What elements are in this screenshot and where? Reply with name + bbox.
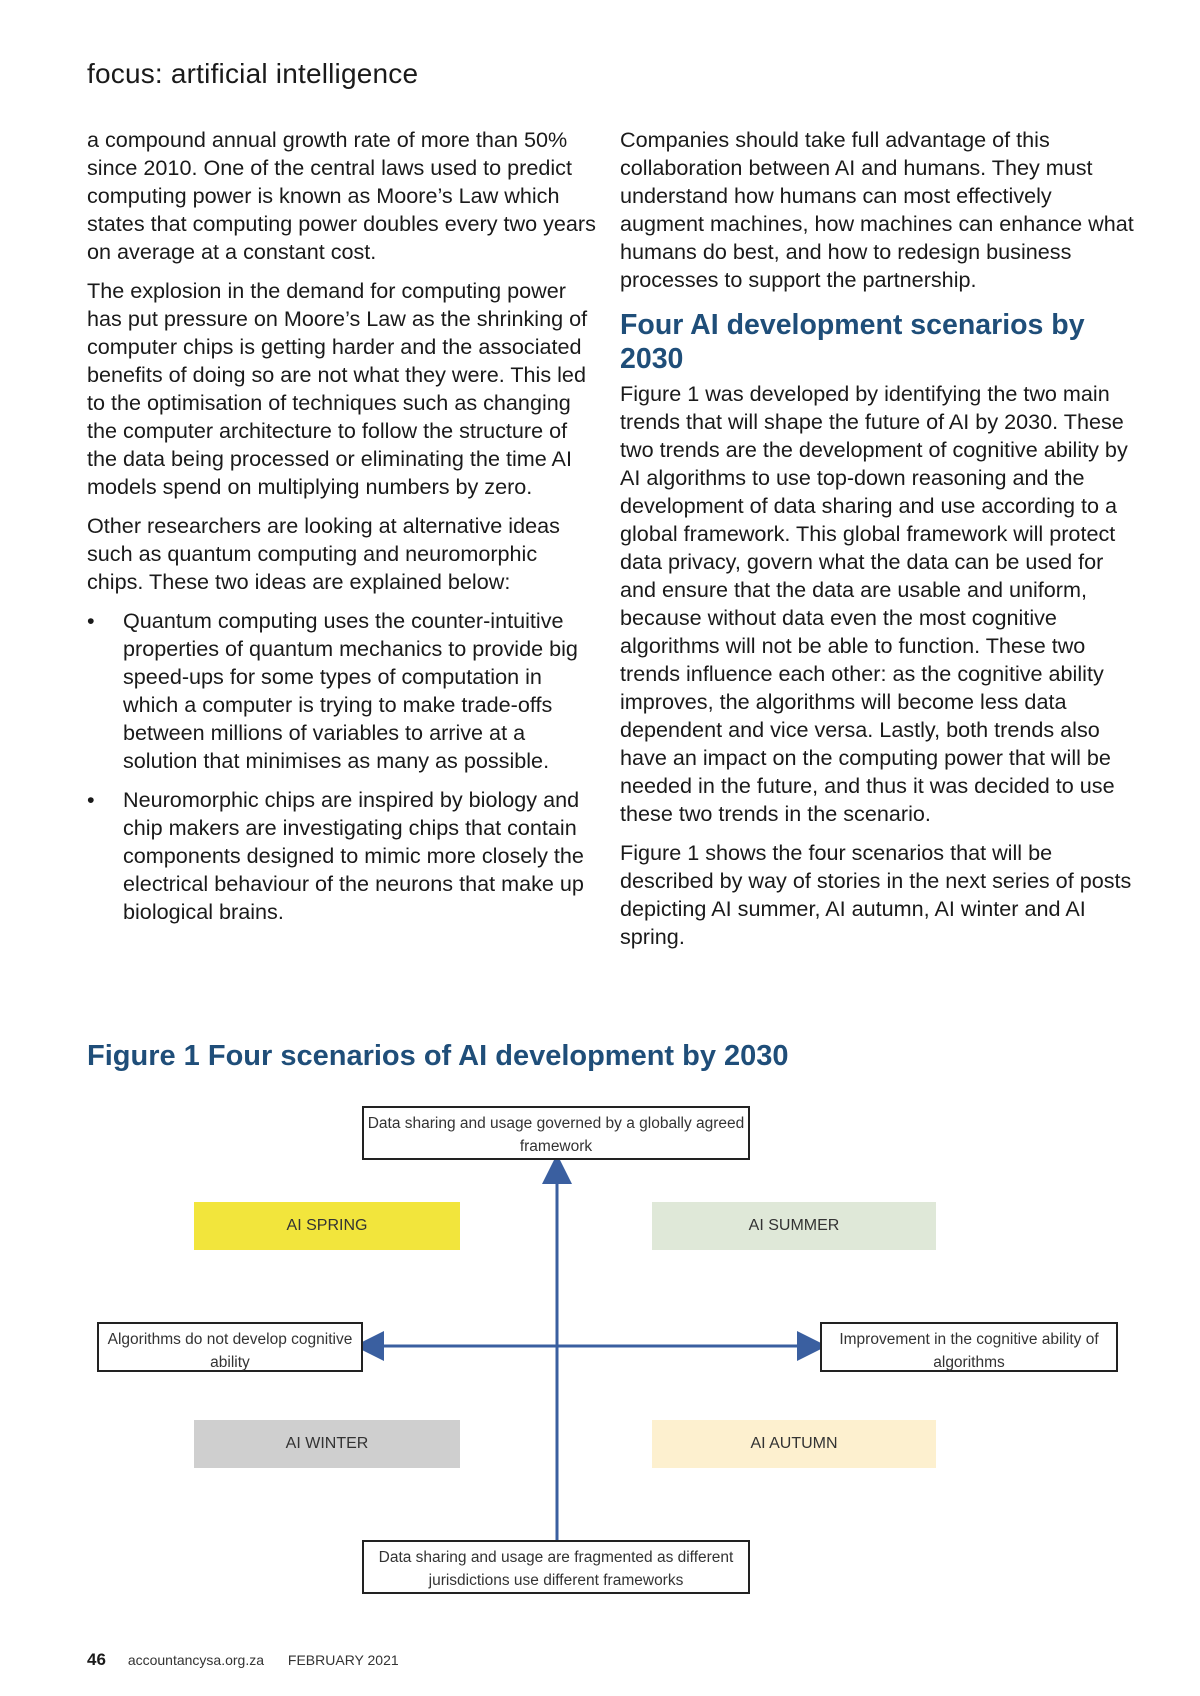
bottom-axis-label: Data sharing and usage are fragmented as different jurisdictions use different frameworks: [362, 1540, 750, 1594]
list-item: [87, 786, 597, 926]
paragraph: Other researchers are looking at alternative ideas such as quantum computing and neuromorphic chips. These two ideas are explained below:: [87, 513, 560, 594]
paragraph: Figure 1 shows the four scenarios that will be described by way of stories in the next series of posts depicting AI summer, AI autumn, AI winter and AI spring.: [620, 840, 1132, 949]
right-axis-label: Improvement in the cognitive ability of algorithms: [820, 1322, 1118, 1372]
figure-title: Figure 1 Four scenarios of AI development by 2030: [87, 1040, 789, 1072]
paragraph: a compound annual growth rate of more than 50% since 2010. One of the central laws used to predict computing power is known as Moore’s Law which states that computing power doubles every two years on average at a constant cost.: [87, 127, 596, 264]
list-item-text: Neuromorphic chips are inspired by biology and chip makers are investigating chips that contain components designed to mimic more closely the electrical behaviour of the neurons that make up biological brains.: [123, 787, 584, 924]
issue-date: FEBRUARY 2021: [287, 1652, 399, 1668]
list-item-text: Quantum computing uses the counter-intuitive properties of quantum mechanics to provide big speed-ups for some types of computation in which a computer is trying to make trade-offs between millions of variables to arrive at a solution that minimises as many as possible.: [123, 608, 578, 773]
page-footer: [87, 1650, 399, 1670]
paragraph: Figure 1 was developed by identifying the two main trends that will shape the future of AI by 2030. These two trends are the development of cognitive ability by AI algorithms to use top-down reasoning and the development of data sharing and use according to a global framework. This global framework will protect data privacy, govern what the data can be used for and ensure that the data are usable and uniform, because without data even the most cognitive algorithms will not be able to function. These two trends influence each other: as the cognitive ability improves, the algorithms will become less data dependent and vice versa. Lastly, both trends also have an impact on the computing power that will be needed in the future, and thus it was decided to use these two trends in the scenario.: [620, 381, 1128, 826]
paragraph: The explosion in the demand for computing power has put pressure on Moore’s Law as the shrinking of computer chips is getting harder and the associated benefits of doing so are not what they were. This led to the optimisation of techniques such as changing the computer architecture to follow the structure of the data being processed or eliminating the time AI models spend on multiplying numbers by zero.: [87, 278, 588, 499]
website: accountancysa.org.za: [127, 1652, 265, 1668]
quadrant-ai-summer: AI SUMMER: [652, 1202, 936, 1250]
right-column: [620, 126, 1140, 962]
top-axis-label: Data sharing and usage governed by a globally agreed framework: [362, 1106, 750, 1160]
bullet-marker: •: [87, 787, 95, 812]
paragraph: Companies should take full advantage of this collaboration between AI and humans. They must understand how humans can most effectively augment machines, how machines can enhance what humans do best, and how to redesign business processes to support the partnership.: [620, 127, 1134, 292]
left-axis-label: Algorithms do not develop cognitive ability: [97, 1322, 363, 1372]
quadrant-ai-autumn: AI AUTUMN: [652, 1420, 936, 1468]
list-item: [87, 607, 597, 775]
bullet-list: [87, 607, 597, 926]
quadrant-ai-winter: AI WINTER: [194, 1420, 460, 1468]
section-heading: Four AI development scenarios by 2030: [620, 309, 1085, 375]
quadrant-ai-spring: AI SPRING: [194, 1202, 460, 1250]
section-label: focus: artificial intelligence: [87, 58, 419, 89]
bullet-marker: •: [87, 608, 95, 633]
left-column: [87, 126, 597, 937]
page-number: 46: [87, 1650, 106, 1669]
